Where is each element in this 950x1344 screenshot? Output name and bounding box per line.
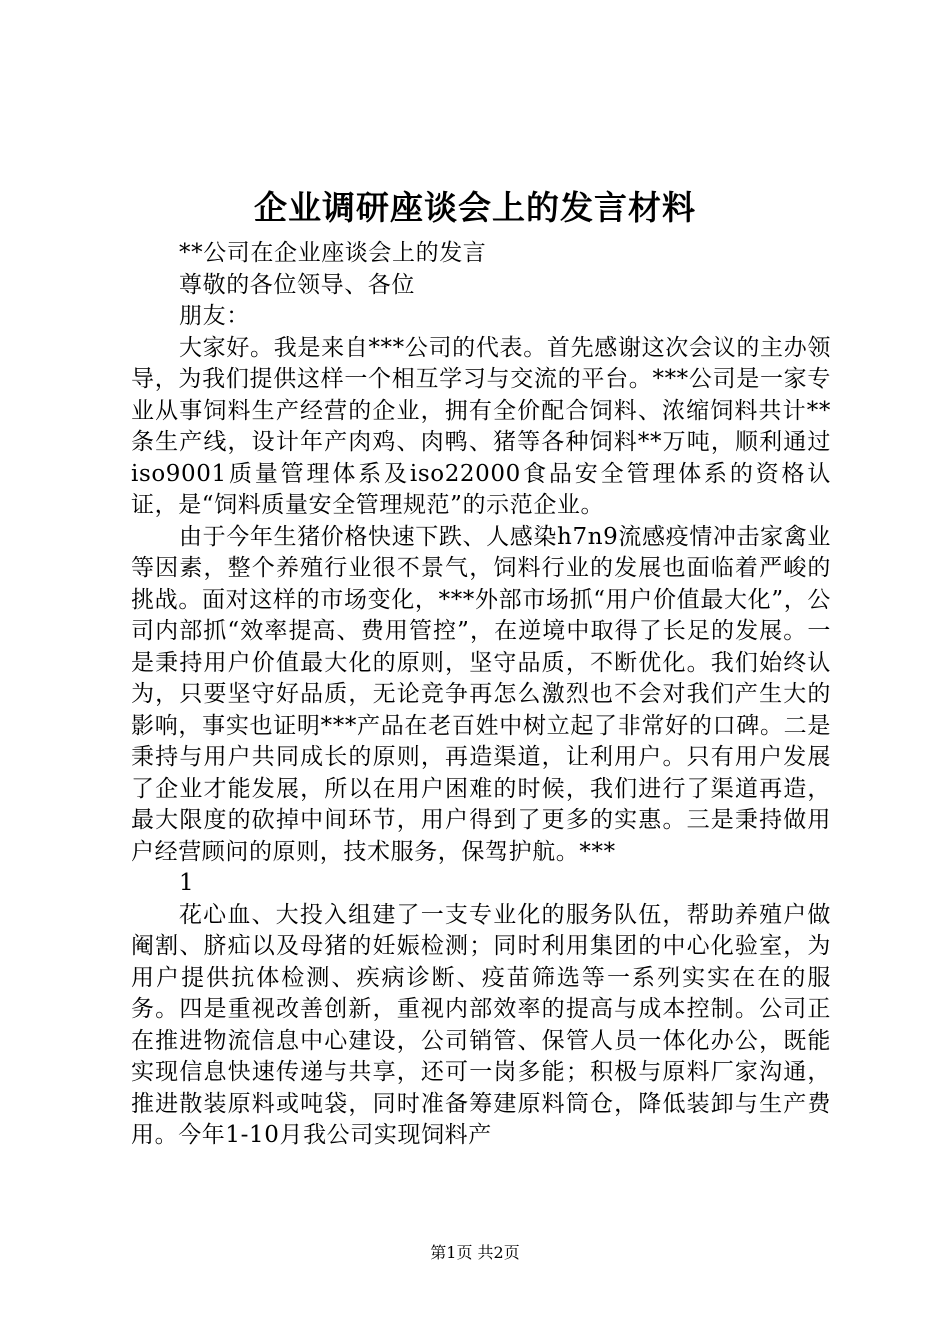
paragraph-3: 花心血、大投入组建了一支专业化的服务队伍，帮助养殖户做阉割、脐疝以及母猪的妊娠检测；同时利用集团的中心化验室，为用户提供抗体检测、疾病诊断、疫苗筛选等一系列实实在在的服务。四是重视改善创新，重视内部效率的提高与成本控制。公司正在推进物流信息中心建设，公司销管、保管人员一体化办公，既能实现信息快速传递与共享，还可一岗多能；积极与原料厂家沟通，推进散装原料或吨袋，同时准备筹建原料筒仓，降低装卸与生产费用。今年1-10月我公司实现饲料产 bbox=[131, 901, 831, 1148]
document-body bbox=[131, 238, 831, 1152]
document-title: 企业调研座谈会上的发言材料 bbox=[254, 188, 696, 227]
subtitle-line: **公司在企业座谈会上的发言 bbox=[179, 240, 487, 266]
paragraph-2: 由于今年生猪价格快速下跌、人感染h7n9流感疫情冲击家禽业等因素，整个养殖行业很不景气，饲料行业的发展也面临着严峻的挑战。面对这样的市场变化，***外部市场抓“用户价值最大化”，公司内部抓“效率提高、费用管控”，在逆境中取得了长足的发展。一是秉持用户价值最大化的原则，坚守品质，不断优化。我们始终认为，只要坚守好品质，无论竞争再怎么激烈也不会对我们产生大的影响，事实也证明***产品在老百姓中树立起了非常好的口碑。二是秉持与用户共同成长的原则，再造渠道，让利用户。只有用户发展了企业才能发展，所以在用户困难的时候，我们进行了渠道再造，最大限度的砍掉中间环节，用户得到了更多的实惠。三是秉持做用户经营顾问的原则，技术服务，保驾护航。*** bbox=[131, 523, 831, 865]
paragraph-1: 大家好。我是来自***公司的代表。首先感谢这次会议的主办领导，为我们提供这样一个相互学习与交流的平台。***公司是一家专业从事饲料生产经营的企业，拥有全价配合饲料、浓缩饲料共计**条生产线，设计年产肉鸡、肉鸭、猪等各种饲料**万吨，顺利通过iso9001质量管理体系及iso22000食品安全管理体系的资格认证，是“饲料质量安全管理规范”的示范企业。 bbox=[131, 334, 831, 518]
salutation-line-1: 尊敬的各位领导、各位 bbox=[179, 271, 415, 298]
salutation-line-2: 朋友： bbox=[179, 303, 250, 329]
page-footer: 第1页 共2页 bbox=[430, 1243, 520, 1262]
inline-page-number: 1 bbox=[179, 870, 195, 896]
